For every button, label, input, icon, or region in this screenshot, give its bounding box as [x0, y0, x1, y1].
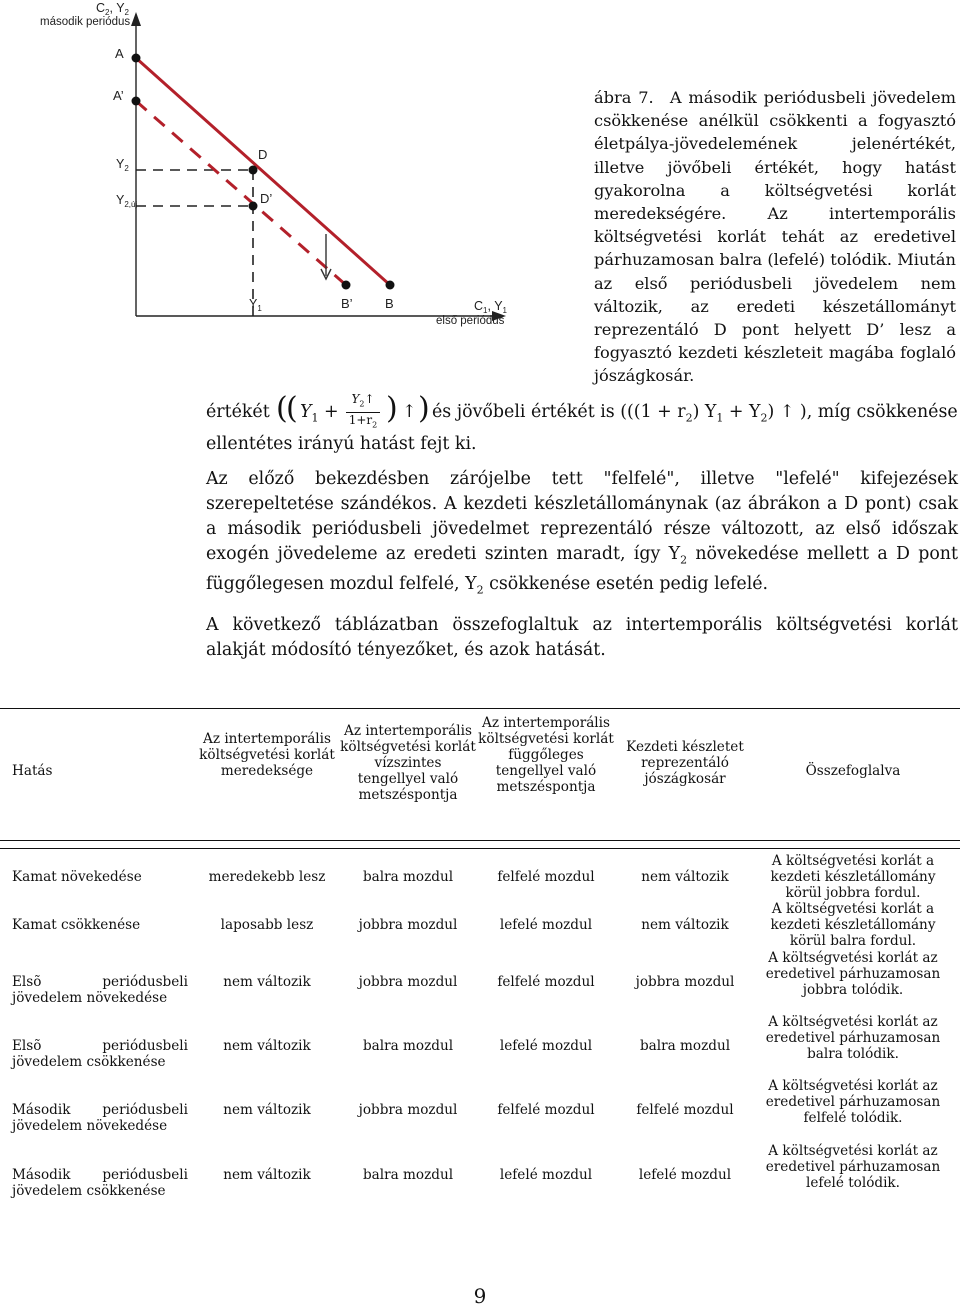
budget-constraint-figure — [0, 0, 580, 340]
math-up-arrow: ↑ — [402, 402, 417, 422]
paragraph-table-intro: A következő táblázatban összefoglaltuk az intertemporális költségvetési korlát alakját módosító tényezőket, és azok hatását. — [206, 615, 958, 660]
table-header-endowment: Kezdeti készletet reprezentáló jószágkosár — [626, 739, 744, 787]
math-paren-close-inner: ) — [386, 391, 398, 426]
table-cell-slope: nem változik — [223, 974, 311, 990]
tick-y2-label: $Y_2$ — [116, 157, 129, 173]
point-d-prime-label: D’ — [260, 191, 273, 206]
table-cell-effect: Elsõ periódusbeli jövedelem növekedése — [12, 974, 188, 1006]
tick-y2uj-label: $Y_{2,új}$ — [116, 193, 138, 209]
table-cell-summary: A költségvetési korlát az eredetivel párhuzamosan lefelé tolódik. — [765, 1143, 941, 1191]
budget-line-new — [136, 101, 346, 285]
table-cell-endowment: nem változik — [641, 917, 729, 933]
page-number: 9 — [473, 1284, 487, 1308]
point-b-prime-label: B’ — [341, 296, 353, 311]
math-line-2: ellentétes irányú hatást fejt ki. — [206, 434, 477, 454]
point-d-label: D — [258, 147, 268, 162]
table-cell-effect: Kamat csökkenése — [12, 917, 141, 933]
table-cell-summary: A költségvetési korlát az eredetivel párhuzamosan balra tolódik. — [765, 1014, 941, 1062]
table-cell-vertical: felfelé mozdul — [497, 1102, 595, 1118]
table-header-summary: Összefoglalva — [805, 763, 901, 779]
math-line — [206, 392, 958, 432]
table-cell-vertical: felfelé mozdul — [497, 869, 595, 885]
table-cell-horizontal: jobbra mozdul — [358, 917, 458, 933]
point-d-prime-marker — [249, 202, 258, 211]
tick-y1-label: $Y_1$ — [249, 297, 262, 313]
table-rule-header — [0, 840, 960, 841]
table-header-vertical: Az intertemporális költségvetési korlát függőleges tengellyel való metszéspontja — [478, 715, 614, 795]
point-a-label: A — [115, 46, 124, 61]
table-cell-vertical: lefelé mozdul — [499, 1167, 593, 1183]
table-header-horizontal: Az intertemporális költségvetési korlát vízszintes tengellyel való metszéspontja — [340, 723, 476, 803]
point-a-prime-label: A’ — [113, 88, 124, 103]
table-cell-summary: A költségvetési korlát az eredetivel párhuzamosan jobbra tolódik. — [765, 950, 941, 998]
summary-table — [0, 700, 960, 1220]
math-middle: és jövőbeli értékét is (($(1 + r_2)$ $Y_1 + Y_2$) ↑ ), míg csökkenése — [432, 402, 958, 425]
table-rule-top — [0, 708, 960, 709]
point-b-label: B — [385, 296, 394, 311]
math-y1: $Y_1$ + — [300, 402, 339, 425]
math-paren-open-outer: ( — [276, 391, 288, 426]
math-word-before: értékét — [206, 402, 270, 422]
y-axis-caption: második periódus — [40, 16, 131, 28]
x-axis-label: $C_1$, $Y_1$ — [474, 299, 507, 315]
table-cell-endowment: balra mozdul — [639, 1038, 731, 1054]
table-cell-horizontal: balra mozdul — [362, 1167, 454, 1183]
point-b-marker — [386, 281, 395, 290]
table-cell-effect: Kamat növekedése — [12, 869, 142, 885]
table-cell-effect: Elsõ periódusbeli jövedelem csökkenése — [12, 1038, 188, 1070]
table-cell-slope: nem változik — [223, 1038, 311, 1054]
table-cell-endowment: nem változik — [641, 869, 729, 885]
table-cell-effect: Második periódusbeli jövedelem csökkenése — [12, 1167, 188, 1199]
table-cell-slope: nem változik — [223, 1167, 311, 1183]
figure-svg — [0, 0, 580, 340]
table-cell-slope: laposabb lesz — [220, 917, 314, 933]
y-axis-arrowhead — [131, 12, 141, 26]
caption-label: ábra 7. — [594, 88, 654, 107]
table-cell-effect: Második periódusbeli jövedelem növekedése — [12, 1102, 188, 1134]
math-fraction: $\frac{Y_2↑}{1+r_2}$ — [346, 392, 380, 433]
table-cell-endowment: jobbra mozdul — [635, 974, 735, 990]
table-cell-summary: A költségvetési korlát az eredetivel párhuzamosan felfelé tolódik. — [765, 1078, 941, 1126]
budget-line-original — [136, 58, 390, 285]
table-cell-slope: nem változik — [223, 1102, 311, 1118]
y-axis-label: $C_2$, $Y_2$ — [96, 1, 129, 17]
x-axis-caption: első periódus — [436, 315, 505, 327]
table-cell-endowment: lefelé mozdul — [638, 1167, 732, 1183]
table-cell-summary: A költségvetési korlát a kezdeti készletállomány körül jobbra fordul. — [770, 853, 936, 901]
math-paren-close-outer: ) — [418, 391, 430, 426]
math-paren-open-inner: ( — [286, 391, 298, 426]
table-cell-horizontal: jobbra mozdul — [358, 974, 458, 990]
table-cell-vertical: lefelé mozdul — [499, 917, 593, 933]
table-cell-slope: meredekebb lesz — [208, 869, 326, 885]
point-b-prime-marker — [342, 281, 351, 290]
table-cell-summary: A költségvetési korlát a kezdeti készletállomány körül balra fordul. — [770, 901, 936, 949]
paragraph-explanation: Az előző bekezdésben zárójelbe tett "felfelé", illetve "lefelé" kifejezések szerepeltetése szándékos. A kezdeti készletállománynak (az ábrákon a D pont) csak a második periódusbeli jövedelmet reprezentáló része változott, az első időszak exogén jövedeleme az eredeti szinten maradt, így $Y_2$ növekedése mellett a D pont függőlegesen mozdul felfelé, $Y_2$ csökkenése esetén pedig lefelé. — [206, 469, 958, 597]
paragraph-present-value — [206, 392, 958, 457]
point-d-marker — [249, 166, 258, 175]
table-cell-vertical: felfelé mozdul — [497, 974, 595, 990]
point-a-marker — [132, 54, 141, 63]
table-cell-horizontal: jobbra mozdul — [358, 1102, 458, 1118]
table-header-slope: Az intertemporális költségvetési korlát meredeksége — [199, 731, 335, 779]
table-cell-horizontal: balra mozdul — [362, 1038, 454, 1054]
figure-caption — [594, 86, 956, 388]
table-cell-vertical: lefelé mozdul — [499, 1038, 593, 1054]
table-cell-endowment: felfelé mozdul — [636, 1102, 734, 1118]
table-rule-header-2 — [0, 848, 960, 849]
table-header-hatas: Hatás — [12, 763, 53, 779]
point-a-prime-marker — [132, 97, 141, 106]
caption-text: A második periódusbeli jövedelem csökkenése anélkül csökkenti a fogyasztó életpálya-jövedelemének jelenértékét, illetve jövőbeli értékét, hogy hatást gyakorolna a költségvetési korlát meredekségére. Az intertemporális költségvetési korlát tehát az eredetivel párhuzamosan balra (lefelé) tolódik. Miután az első periódusbeli jövedelem nem változik, az eredeti készetállományt reprezentáló D pont helyett D’ lesz a fogyasztó kezdeti készleteit magába foglaló jószágkosár. — [594, 88, 956, 386]
table-cell-horizontal: balra mozdul — [362, 869, 454, 885]
